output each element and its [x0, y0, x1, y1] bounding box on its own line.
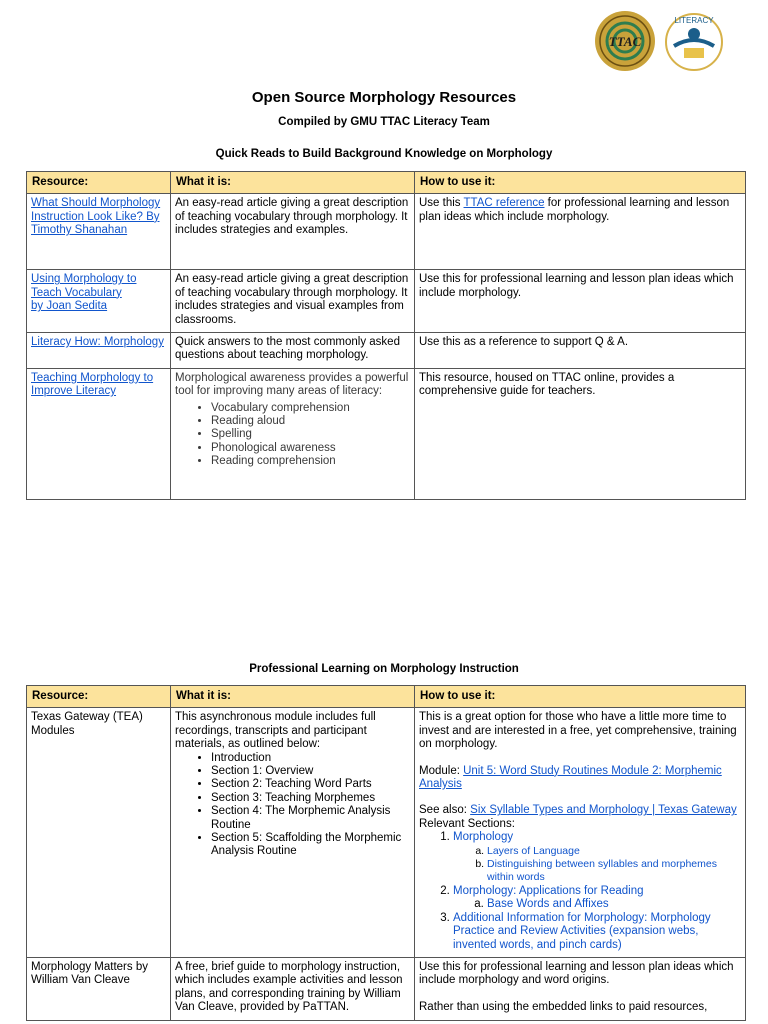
- what-cell: Morphological awareness provides a powerful tool for improving many areas of literacy: • Vocabulary comprehension • Reading aloud • Spelling • Phonological awareness • Reading comprehension: [171, 368, 415, 499]
- list-item: • Introduction: [211, 752, 410, 765]
- what-cell: Quick answers to the most commonly asked questions about teaching morphology.: [171, 333, 415, 369]
- header-what: What it is:: [171, 686, 415, 708]
- header-how: How to use it:: [415, 686, 746, 708]
- what-cell: An easy-read article giving a great description of teaching vocabulary through morphology. It includes strategies and examples.: [171, 194, 415, 270]
- table-header-row: [27, 686, 746, 708]
- subsection-link[interactable]: Layers of Language: [487, 844, 580, 857]
- what-cell: A free, brief guide to morphology instruction, which includes example activities and lesson plans, and corresponding training by William Van Cleave, provided by PaTTAN.: [171, 957, 415, 1020]
- how-cell: This is a great option for those who have a little more time to invest and are interested in a free, yet comprehensive, training on morphology. Module: Unit 5: Word Study Routines Module 2: Morphemic Analysis See also: Six Syllable Types and Morphology | Texas Gateway Relevant Sections: 1. Morphology a. Layers of Language b. Distinguishing between syllables and morphemes within words 2. Morphology: Applications for Reading a. Base Words and Affixes 3. Additional Information for Morphology: Morphology Practice and Review Activities (expansion webs, invented words, and pinch cards): [415, 708, 746, 958]
- resource-link[interactable]: Using Morphology to Teach Vocabulary by Joan Sedita: [31, 273, 137, 313]
- table-row: [27, 270, 746, 333]
- page-title: Open Source Morphology Resources: [251, 89, 517, 106]
- table-row: [27, 957, 746, 1020]
- section-link[interactable]: Morphology: [453, 831, 514, 844]
- see-also-link[interactable]: Six Syllable Types and Morphology | Texas Gateway: [470, 804, 737, 817]
- table-row: [27, 708, 746, 958]
- table-header-row: [27, 172, 746, 194]
- page-subtitle: Compiled by GMU TTAC Literacy Team: [278, 116, 490, 128]
- list-item: • Reading aloud: [211, 415, 410, 428]
- what-cell: An easy-read article giving a great description of teaching vocabulary through morphology. It includes strategies and visual examples from classrooms.: [171, 270, 415, 333]
- list-item: • Section 2: Teaching Word Parts: [211, 778, 410, 791]
- module-sections-list: [175, 752, 410, 859]
- table-row: [27, 368, 746, 499]
- table-row: [27, 194, 746, 270]
- how-cell: Use this for professional learning and lesson plan ideas which include morphology and word origins. Rather than using the embedded links to paid resources,: [415, 957, 746, 1020]
- svg-text:TTAC: TTAC: [608, 34, 642, 49]
- module-link[interactable]: Unit 5: Word Study Routines Module 2: Morphemic Analysis: [419, 764, 722, 791]
- subsection-link[interactable]: Distinguishing between syllables and morphemes within words: [487, 858, 717, 884]
- resource-link[interactable]: Literacy How: Morphology: [31, 336, 164, 349]
- list-item: • Section 5: Scaffolding the Morphemic Analysis Routine: [211, 832, 410, 859]
- list-item: • Section 1: Overview: [211, 765, 410, 778]
- ttac-reference-link[interactable]: TTAC reference: [463, 197, 545, 210]
- list-item: • Spelling: [211, 428, 410, 441]
- list-item: • Phonological awareness: [211, 442, 410, 455]
- header-resource: Resource:: [27, 686, 171, 708]
- how-cell: Use this for professional learning and lesson plan ideas which include morphology.: [415, 270, 746, 333]
- how-cell: This resource, housed on TTAC online, provides a comprehensive guide for teachers.: [415, 368, 746, 499]
- professional-learning-table: [26, 685, 746, 1021]
- section1-title: Quick Reads to Build Background Knowledge on Morphology: [215, 148, 553, 160]
- literacy-areas-list: [175, 402, 410, 469]
- list-item: • Section 4: The Morphemic Analysis Routine: [211, 805, 410, 832]
- table-row: [27, 333, 746, 369]
- resource-cell: Texas Gateway (TEA) Modules: [27, 708, 171, 958]
- section-link[interactable]: Additional Information for Morphology: Morphology Practice and Review Activities (expansion webs, invented words, and pinch cards): [453, 911, 711, 951]
- how-cell: Use this as a reference to support Q & A.: [415, 333, 746, 369]
- resource-link[interactable]: Teaching Morphology to Improve Literacy: [31, 371, 154, 398]
- relevant-sections-list: [419, 831, 741, 952]
- section2-title: Professional Learning on Morphology Instruction: [249, 663, 519, 675]
- logos: [594, 10, 734, 74]
- subsection-link[interactable]: Base Words and Affixes: [487, 898, 609, 911]
- header-how: How to use it:: [415, 172, 746, 194]
- quick-reads-table: [26, 171, 746, 500]
- section-link[interactable]: Morphology: Applications for Reading: [453, 884, 644, 897]
- header-what: What it is:: [171, 172, 415, 194]
- how-cell: Use this TTAC reference for professional learning and lesson plan ideas which include morphology.: [415, 194, 746, 270]
- svg-text:LITERACY: LITERACY: [674, 16, 714, 25]
- list-item: • Section 3: Teaching Morphemes: [211, 792, 410, 805]
- list-item: • Reading comprehension: [211, 455, 410, 468]
- header-resource: Resource:: [27, 172, 171, 194]
- resource-link[interactable]: What Should Morphology Instruction Look Like? By Timothy Shanahan: [31, 197, 161, 237]
- ttac-logo: [594, 10, 656, 72]
- what-cell: This asynchronous module includes full recordings, transcripts and participant materials, as outlined below: • Introduction • Section 1: Overview • Section 2: Teaching Word Parts • Section 3: Teaching Morphemes • Section 4: The Morphemic Analysis Routine • Section 5: Scaffolding the Morphemic Analysis Routine: [171, 708, 415, 958]
- list-item: • Vocabulary comprehension: [211, 402, 410, 415]
- literacy-logo: [664, 12, 724, 74]
- resource-cell: Morphology Matters by William Van Cleave: [27, 957, 171, 1020]
